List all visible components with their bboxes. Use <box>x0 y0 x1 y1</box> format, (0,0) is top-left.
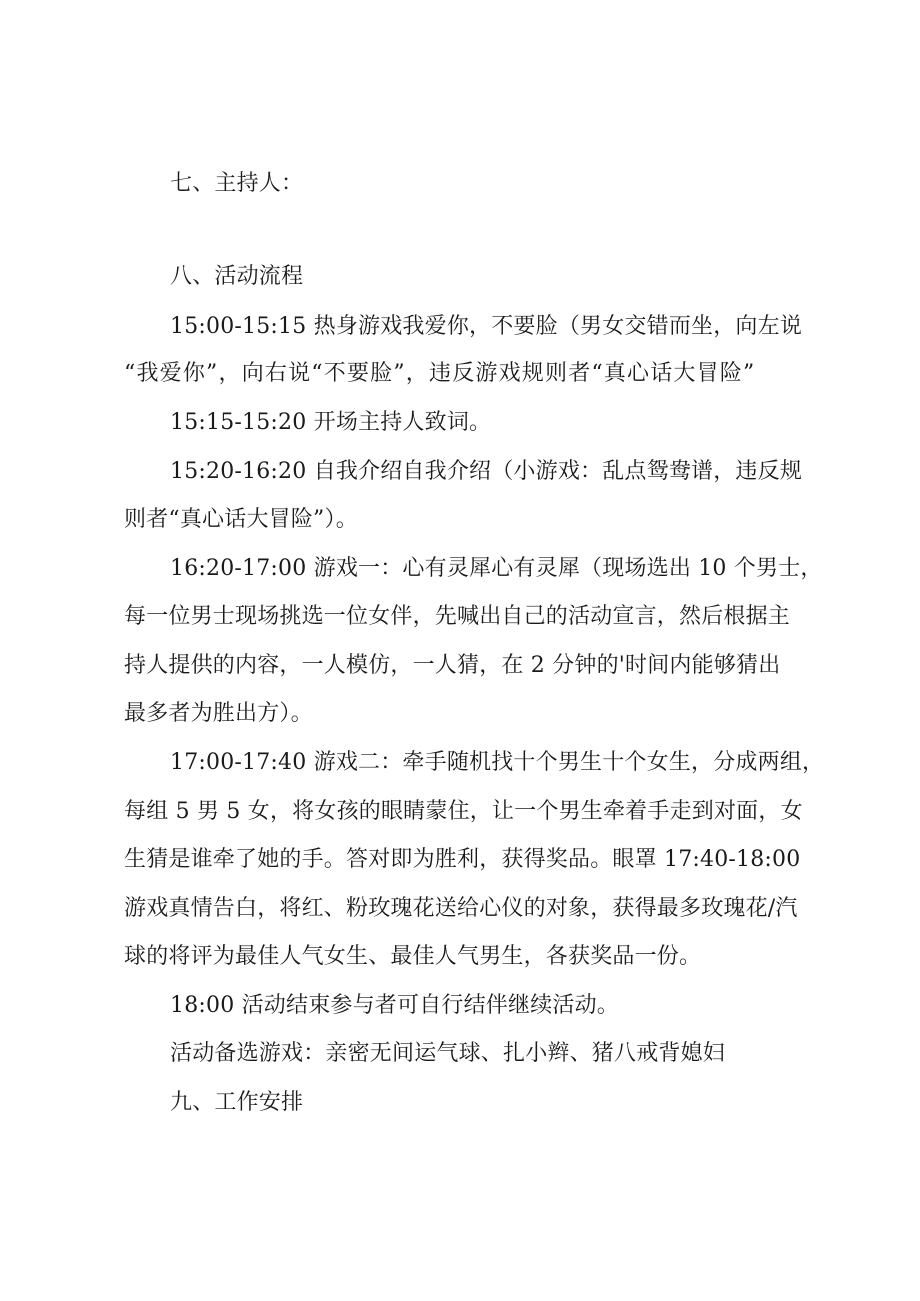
schedule-line: 15:20-16:20 自我介绍自我介绍（小游戏：乱点鸳鸯谱，违反规 <box>170 459 803 484</box>
schedule-line: 15:00-15:15 热身游戏我爱你，不要脸（男女交错而坐，向左说 <box>170 314 803 339</box>
section-heading-host: 七、主持人： <box>170 171 304 196</box>
backup-games-line: 活动备选游戏：亲密无间运气球、扎小辫、猪八戒背媳妇 <box>170 1041 726 1066</box>
section-heading-work-arrangement: 九、工作安排 <box>170 1090 304 1115</box>
schedule-line: 17:00-17:40 游戏二：牵手随机找十个男生十个女生，分成两组， <box>170 750 825 775</box>
schedule-line: 每一位男士现场挑选一位女伴，先喊出自己的活动宣言，然后根据主 <box>124 604 791 629</box>
schedule-line: 持人提供的内容，一人模仿，一人猜，在 2 分钟的'时间内能够猜出 <box>124 653 781 678</box>
schedule-line: “我爱你”，向右说“不要脸”，违反游戏规则者“真心话大冒险” <box>124 361 756 386</box>
schedule-line: 球的将评为最佳人气女生、最佳人气男生，各获奖品一份。 <box>124 944 702 969</box>
schedule-line: 15:15-15:20 开场主持人致词。 <box>170 410 492 435</box>
schedule-line: 18:00 活动结束参与者可自行结伴继续活动。 <box>170 993 619 1018</box>
schedule-line: 则者“真心话大冒险”）。 <box>124 507 358 532</box>
schedule-line: 游戏真情告白，将红、粉玫瑰花送给心仪的对象，获得最多玫瑰花/汽 <box>124 896 798 921</box>
schedule-line: 每组 5 男 5 女，将女孩的眼睛蒙住，让一个男生牵着手走到对面，女 <box>124 799 803 824</box>
schedule-line: 生猜是谁牵了她的手。答对即为胜利，获得奖品。眼罩 17:40-18:00 <box>124 847 801 872</box>
schedule-line: 16:20-17:00 游戏一：心有灵犀心有灵犀（现场选出 10 个男士， <box>170 556 823 581</box>
schedule-line: 最多者为胜出方）。 <box>124 701 313 726</box>
section-heading-process: 八、活动流程 <box>170 264 304 289</box>
